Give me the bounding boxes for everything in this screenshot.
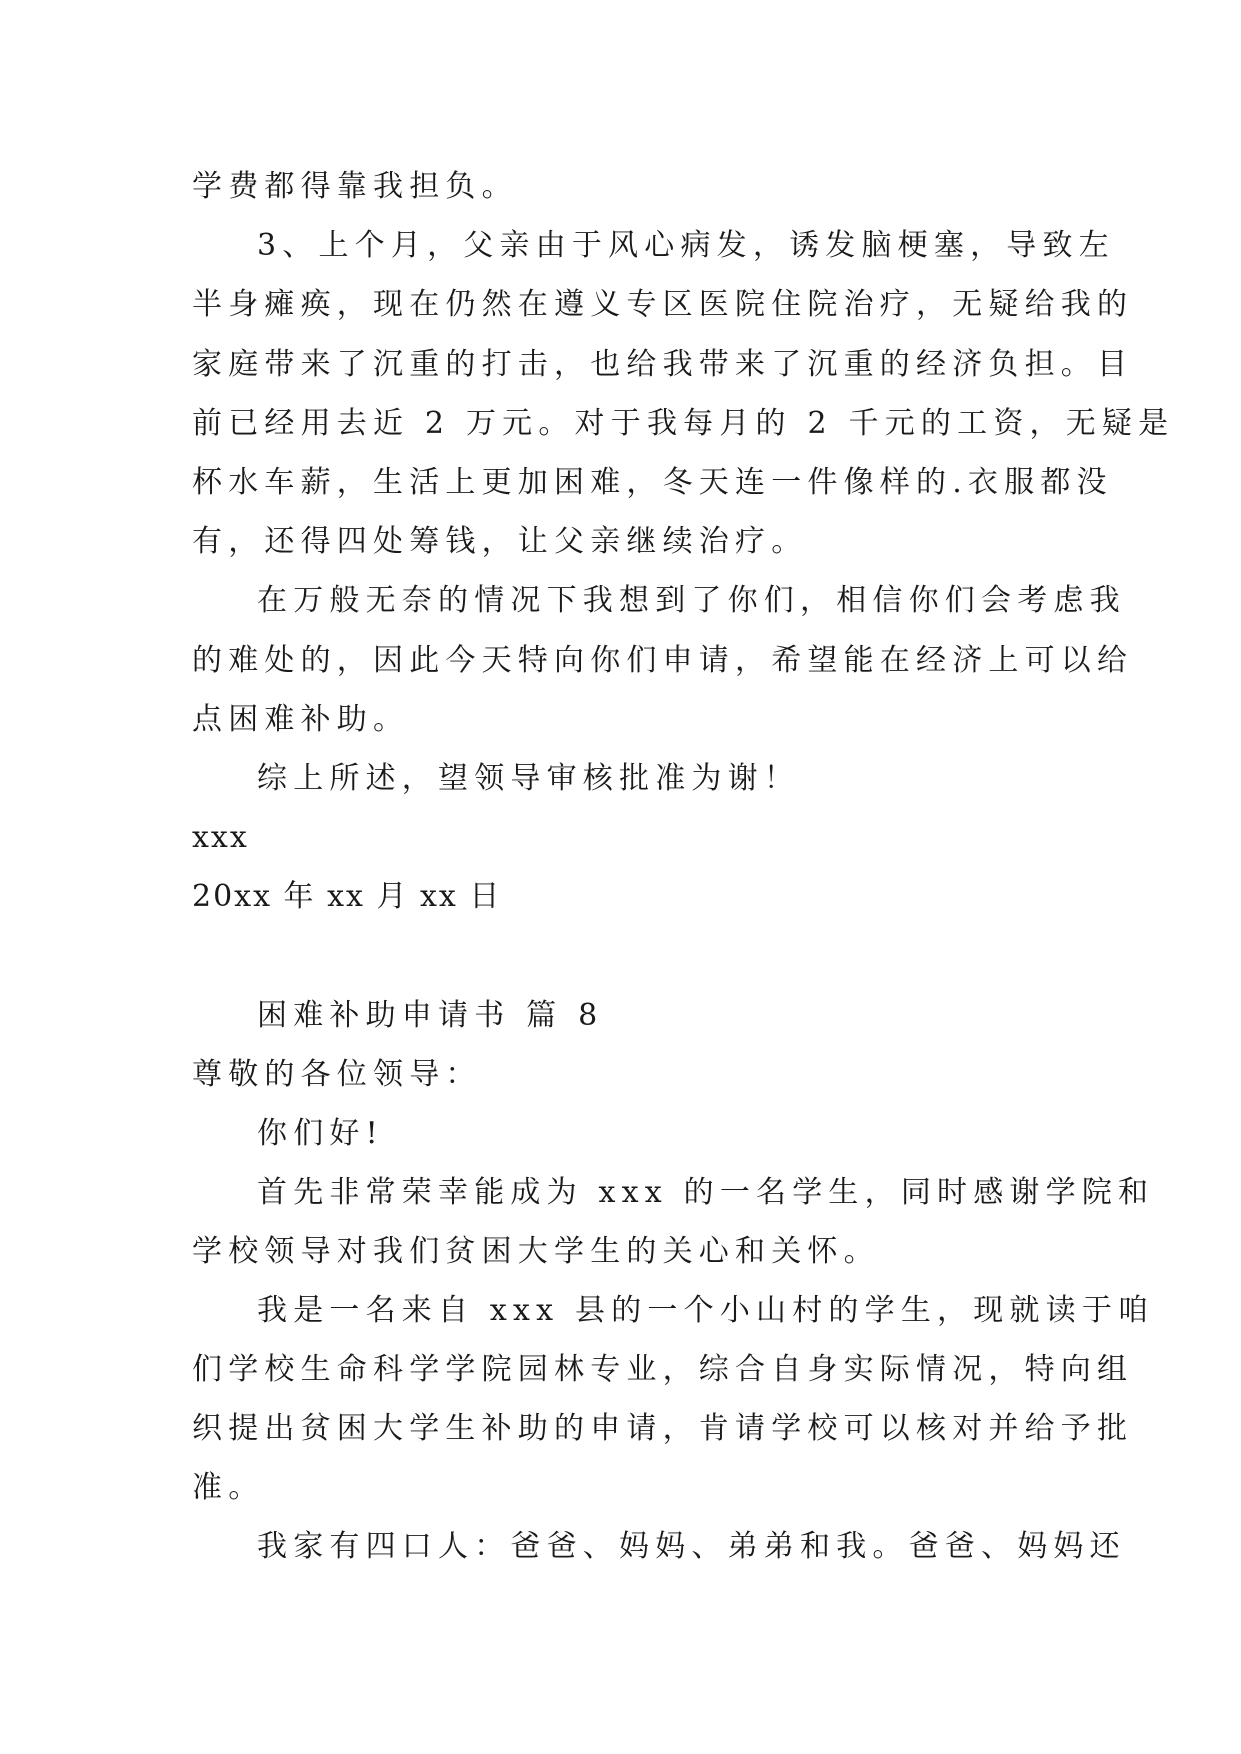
text-line: 3、上个月，父亲由于风心病发，诱发脑梗塞，导致左 xyxy=(257,228,1115,263)
signature-name: xxx xyxy=(192,820,249,855)
text-line: 准。 xyxy=(192,1470,265,1505)
text-line: 学费都得靠我担负。 xyxy=(192,169,518,204)
text-line: 我是一名来自 xxx 县的一个小山村的学生，现就读于咱 xyxy=(257,1293,1155,1328)
greeting: 你们好! xyxy=(257,1116,384,1151)
text-line: 学校领导对我们贫困大学生的关心和关怀。 xyxy=(192,1234,880,1269)
text-line: 点困难补助。 xyxy=(192,702,410,737)
text-line: 在万般无奈的情况下我想到了你们，相信你们会考虑我 xyxy=(257,583,1126,618)
text-line: 综上所述，望领导审核批准为谢！ xyxy=(257,761,800,796)
section-title: 困难补助申请书 篇 8 xyxy=(257,998,604,1033)
signature-date: 20xx 年 xx 月 xx 日 xyxy=(192,879,502,914)
text-line: 首先非常荣幸能成为 xxx 的一名学生，同时感谢学院和 xyxy=(257,1175,1155,1210)
text-line: 的难处的，因此今天特向你们申请，希望能在经济上可以给 xyxy=(192,643,1134,678)
text-line: 织提出贫困大学生补助的申请，肯请学校可以核对并给予批 xyxy=(192,1411,1134,1446)
text-line: 有，还得四处筹钱，让父亲继续治疗。 xyxy=(192,524,808,559)
text-line: 我家有四口人：爸爸、妈妈、弟弟和我。爸爸、妈妈还 xyxy=(257,1529,1126,1564)
salutation: 尊敬的各位领导： xyxy=(192,1057,482,1092)
text-line: 们学校生命科学学院园林专业，综合自身实际情况，特向组 xyxy=(192,1352,1134,1387)
text-line: 杯水车薪，生活上更加困难，冬天连一件像样的.衣服都没 xyxy=(192,465,1113,500)
text-line: 家庭带来了沉重的打击，也给我带来了沉重的经济负担。目 xyxy=(192,347,1134,382)
text-line: 前已经用去近 2 万元。对于我每月的 2 千元的工资，无疑是 xyxy=(192,406,1175,441)
text-line: 半身瘫痪，现在仍然在遵义专区医院住院治疗，无疑给我的 xyxy=(192,287,1134,322)
